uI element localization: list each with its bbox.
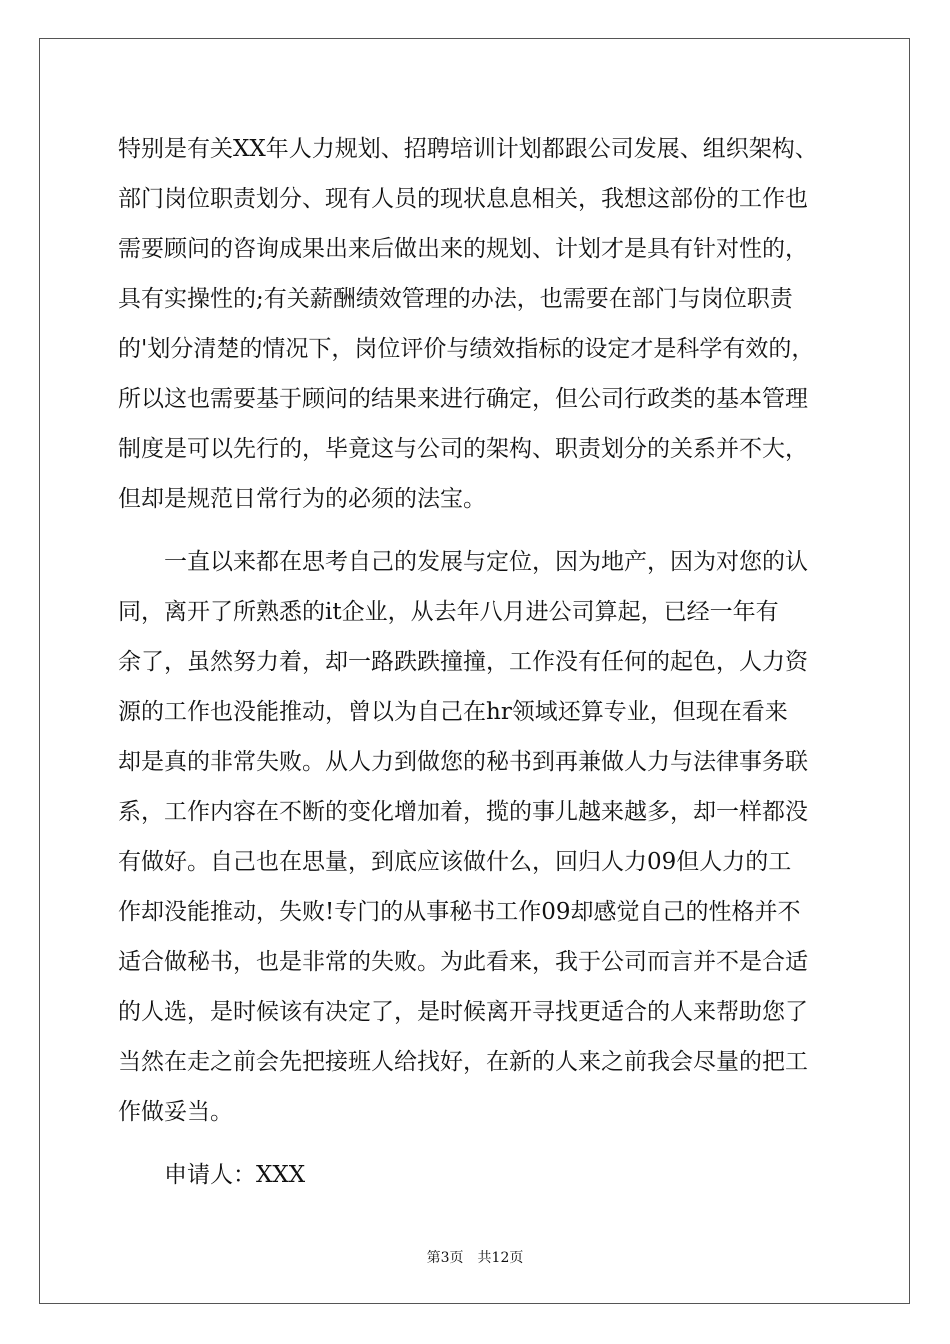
text-line: 的'划分清楚的情况下，岗位评价与绩效指标的设定才是科学有效的， xyxy=(118,336,815,362)
text-line: 有做好。自己也在思量，到底应该做什么，回归人力09但人力的工 xyxy=(118,849,792,875)
paragraph-gap xyxy=(118,1137,838,1150)
text-line: 却是真的非常失败。从人力到做您的秘书到再兼做人力与法律事务联 xyxy=(118,749,808,775)
page-number: 第3页 xyxy=(426,1250,464,1266)
text-line: 的人选，是时候该有决定了，是时候离开寻找更适合的人来帮助您了 xyxy=(118,999,808,1025)
paragraph-2 xyxy=(118,537,838,1137)
text-line: 适合做秘书，也是非常的失败。为此看来，我于公司而言并不是合适 xyxy=(118,949,808,975)
text-line: 系，工作内容在不断的变化增加着，揽的事儿越来越多，却一样都没 xyxy=(118,799,808,825)
paragraph-gap xyxy=(118,524,838,537)
text-line: 余了，虽然努力着，却一路跌跌撞撞，工作没有任何的起色，人力资 xyxy=(118,649,808,675)
text-line: 所以这也需要基于顾问的结果来进行确定，但公司行政类的基本管理 xyxy=(118,386,808,412)
text-line: 需要顾问的咨询成果出来后做出来的规划、计划才是具有针对性的， xyxy=(118,236,808,262)
page-footer xyxy=(0,1247,950,1267)
text-line: 特别是有关XX年人力规划、招聘培训计划都跟公司发展、组织架构、 xyxy=(118,136,818,162)
text-line: 部门岗位职责划分、现有人员的现状息息相关，我想这部份的工作也 xyxy=(118,186,808,212)
paragraph-1 xyxy=(118,124,838,524)
text-line: 一直以来都在思考自己的发展与定位，因为地产，因为对您的认 xyxy=(164,549,808,575)
text-line: 具有实操性的;有关薪酬绩效管理的办法，也需要在部门与岗位职责 xyxy=(118,286,793,312)
text-line: 但却是规范日常行为的必须的法宝。 xyxy=(118,486,486,512)
total-pages: 共12页 xyxy=(477,1250,524,1266)
signature-line: 申请人：XXX xyxy=(164,1162,306,1188)
text-line: 当然在走之前会先把接班人给找好，在新的人来之前我会尽量的把工 xyxy=(118,1049,808,1075)
document-body xyxy=(118,124,838,1200)
text-line: 作做妥当。 xyxy=(118,1099,233,1125)
text-line: 源的工作也没能推动，曾以为自己在hr领域还算专业，但现在看来 xyxy=(118,699,788,725)
text-line: 作却没能推动，失败!专门的从事秘书工作09却感觉自己的性格并不 xyxy=(118,899,801,925)
text-line: 制度是可以先行的，毕竟这与公司的架构、职责划分的关系并不大， xyxy=(118,436,808,462)
text-line: 同，离开了所熟悉的it企业，从去年八月进公司算起，已经一年有 xyxy=(118,599,779,625)
